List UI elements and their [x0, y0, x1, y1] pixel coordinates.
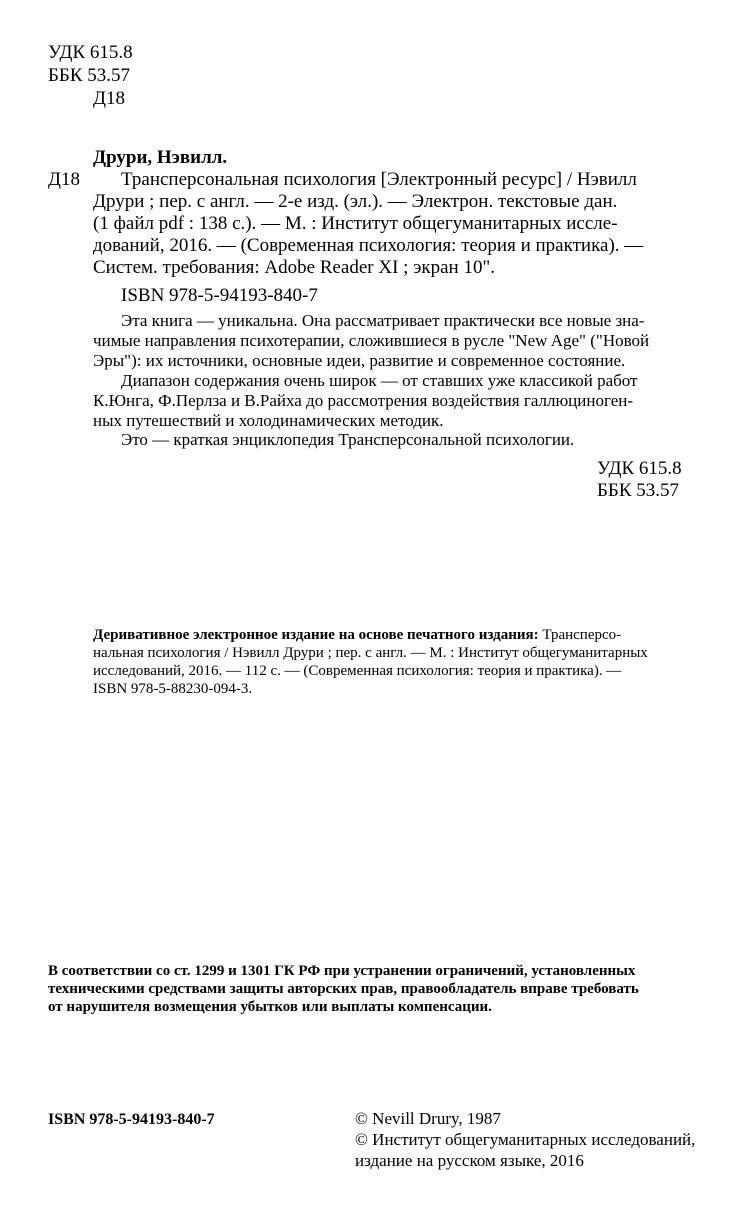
annotation-line: Эры"): их источники, основные идеи, развитие и современное состояние.: [93, 351, 626, 370]
entry-line: Систем. требования: Adobe Reader XI ; экран 10".: [93, 257, 495, 278]
legal-line: от нарушителя возмещения убытков или выплаты компенсации.: [48, 999, 492, 1015]
derivative-line: ISBN 978-5-88230-094-3.: [93, 681, 253, 697]
legal-line: В соответствии со ст. 1299 и 1301 ГК РФ при устранении ограничений, установленных: [48, 963, 636, 979]
derivative-line-rest: Трансперсо-: [542, 627, 622, 643]
copyright-line: © Nevill Drury, 1987: [355, 1109, 501, 1128]
copyright-line: издание на русском языке, 2016: [355, 1151, 584, 1170]
udk-code: УДК 615.8: [48, 42, 133, 63]
derivative-line: нальная психология / Нэвилл Друри ; пер. с англ. — М. : Институт общегуманитарных: [93, 645, 648, 661]
annotation-line: Это — краткая энциклопедия Трансперсональной психологии.: [121, 430, 575, 449]
copyright-line: © Институт общегуманитарных исследований,: [355, 1130, 696, 1149]
entry-line: Друри ; пер. с англ. — 2-е изд. (эл.). — Электрон. текстовые дан.: [93, 191, 618, 212]
entry-author: Друри, Нэвилл.: [93, 147, 228, 168]
annotation-line: Эта книга — уникальна. Она рассматривает практически все новые зна-: [121, 311, 645, 330]
annotation-udk: УДК 615.8: [597, 458, 682, 479]
legal-line: техническими средствами защиты авторских прав, правообладатель вправе требовать: [48, 981, 639, 997]
annotation-bbk: ББК 53.57: [597, 480, 679, 501]
derivative-bold-lead: Деривативное электронное издание на основе печатного издания:: [93, 627, 539, 643]
annotation-line: чимые направления психотерапии, сложившиеся в русле "New Age" ("Новой: [93, 331, 650, 350]
bbk-code: ББК 53.57: [48, 65, 130, 86]
entry-isbn: ISBN 978-5-94193-840-7: [121, 285, 318, 306]
annotation-line: Диапазон содержания очень широк — от ставших уже классикой работ: [121, 371, 638, 390]
entry-line: (1 файл pdf : 138 с.). — М. : Институт общегуманитарных иссле-: [93, 213, 618, 234]
entry-line: Трансперсональная психология [Электронный ресурс] / Нэвилл: [121, 169, 637, 190]
footer-isbn: ISBN 978-5-94193-840-7: [48, 1111, 215, 1128]
annotation-line: ных путешествий и холодинамических методик.: [93, 411, 444, 430]
author-mark: Д18: [93, 88, 125, 109]
derivative-line: исследований, 2016. — 112 с. — (Современная психология: теория и практика). —: [93, 663, 622, 679]
entry-line: дований, 2016. — (Современная психология: теория и практика). —: [93, 235, 644, 256]
derivative-line: [93, 626, 621, 644]
entry-mark: Д18: [48, 169, 80, 190]
annotation-line: К.Юнга, Ф.Перлза и В.Райха до рассмотрения воздействия галлюциноген-: [93, 391, 634, 410]
